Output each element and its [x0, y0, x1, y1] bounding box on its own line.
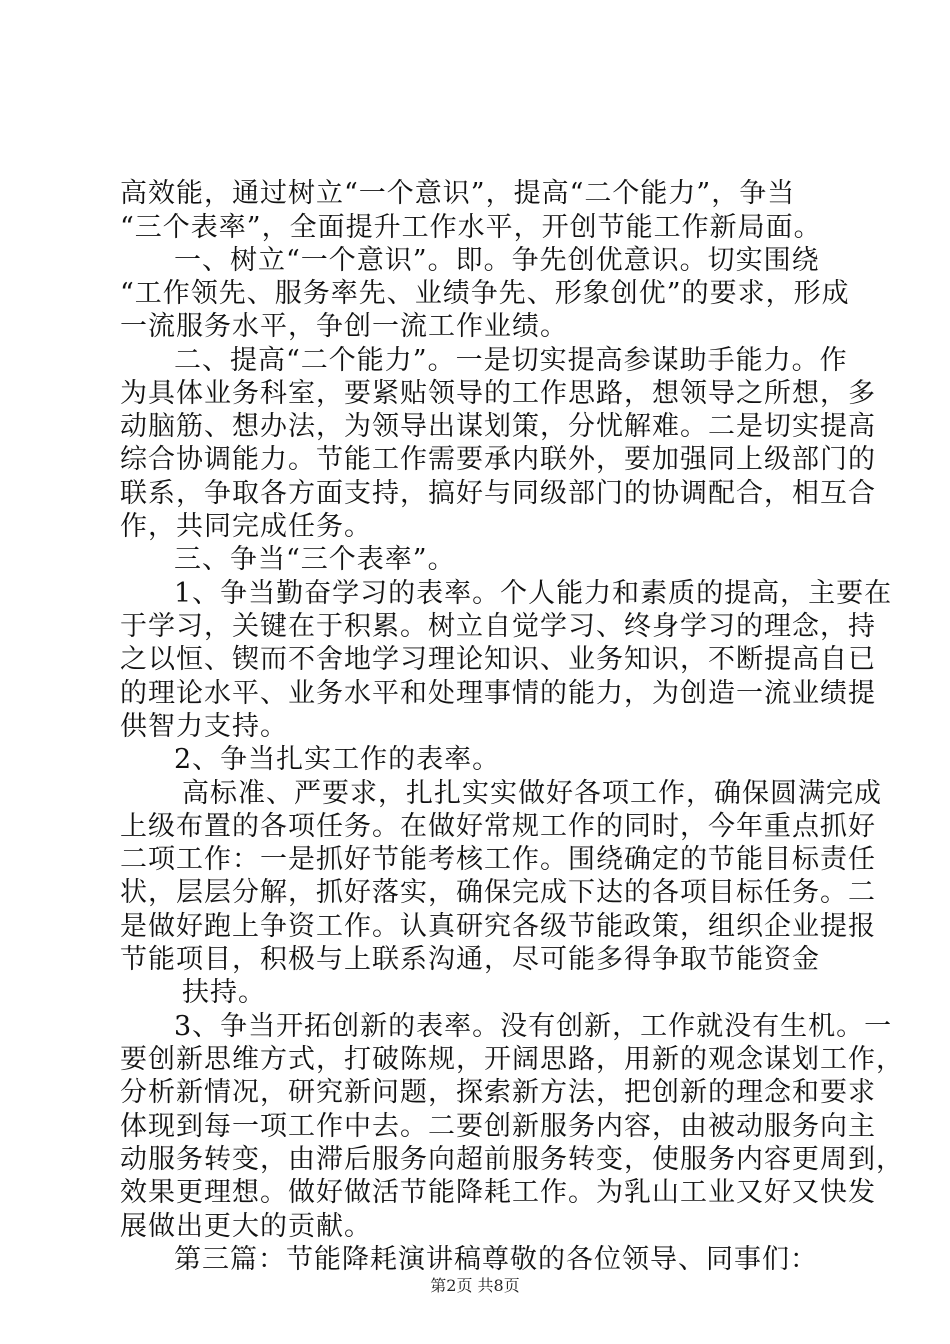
- text-line: 高标准、严要求，扎扎实实做好各项工作，确保圆满完成: [182, 778, 882, 809]
- text-line: 节能项目，积极与上联系沟通，尽可能多得争取节能资金: [120, 944, 820, 975]
- text-line: 状，层层分解，抓好落实，确保完成下达的各项目标任务。二: [120, 877, 876, 908]
- text-line: 上级布置的各项任务。在做好常规工作的同时，今年重点抓好: [120, 811, 876, 842]
- text-line: 扶持。: [182, 977, 266, 1008]
- page-footer: 第2页 共8页: [430, 1276, 520, 1295]
- text-line: 分析新情况，研究新问题，探索新方法，把创新的理念和要求: [120, 1077, 876, 1108]
- text-line: 联系，争取各方面支持，搞好与同级部门的协调配合，相互合: [120, 478, 876, 509]
- text-line: 综合协调能力。节能工作需要承内联外，要加强同上级部门的: [120, 444, 876, 475]
- text-line: 供智力支持。: [120, 711, 288, 742]
- text-line: 第三篇：节能降耗演讲稿尊敬的各位领导、同事们：: [174, 1244, 818, 1275]
- text-line: 体现到每一项工作中去。二要创新服务内容，由被动服务向主: [120, 1111, 876, 1142]
- text-line: “工作领先、服务率先、业绩争先、形象创优”的要求，形成: [120, 278, 850, 309]
- text-line: 2、争当扎实工作的表率。: [174, 744, 501, 775]
- text-line: 二、提高“二个能力”。一是切实提高参谋助手能力。作: [174, 345, 848, 376]
- text-line: “三个表率”，全面提升工作水平，开创节能工作新局面。: [120, 212, 822, 243]
- text-line: 为具体业务科室，要紧贴领导的工作思路，想领导之所想，多: [120, 378, 876, 409]
- text-line: 是做好跑上争资工作。认真研究各级节能政策，组织企业提报: [120, 911, 876, 942]
- text-line: 三、争当“三个表率”。: [174, 544, 456, 575]
- text-line: 动服务转变，由滞后服务向超前服务转变，使服务内容更周到，: [120, 1144, 904, 1175]
- text-line: 作，共同完成任务。: [120, 511, 372, 542]
- text-line: 动脑筋、想办法，为领导出谋划策，分忧解难。二是切实提高: [120, 411, 876, 442]
- text-line: 效果更理想。做好做活节能降耗工作。为乳山工业又好又快发: [120, 1177, 876, 1208]
- text-line: 高效能，通过树立“一个意识”，提高“二个能力”，争当: [120, 178, 796, 209]
- text-line: 之以恒、锲而不舍地学习理论知识、业务知识，不断提高自已: [120, 644, 876, 675]
- text-line: 于学习，关键在于积累。树立自觉学习、终身学习的理念，持: [120, 611, 876, 642]
- text-line: 要创新思维方式，打破陈规，开阔思路，用新的观念谋划工作，: [120, 1044, 904, 1075]
- text-line: 一流服务水平，争创一流工作业绩。: [120, 311, 568, 342]
- text-line: 的理论水平、业务水平和处理事情的能力，为创造一流业绩提: [120, 678, 876, 709]
- text-line: 二项工作：一是抓好节能考核工作。围绕确定的节能目标责任: [120, 844, 876, 875]
- text-line: 1、争当勤奋学习的表率。个人能力和素质的提高，主要在: [174, 578, 893, 609]
- text-line: 一、树立“一个意识”。即。争先创优意识。切实围绕: [174, 245, 820, 276]
- text-line: 展做出更大的贡献。: [120, 1211, 372, 1242]
- text-line: 3、争当开拓创新的表率。没有创新，工作就没有生机。一: [174, 1011, 893, 1042]
